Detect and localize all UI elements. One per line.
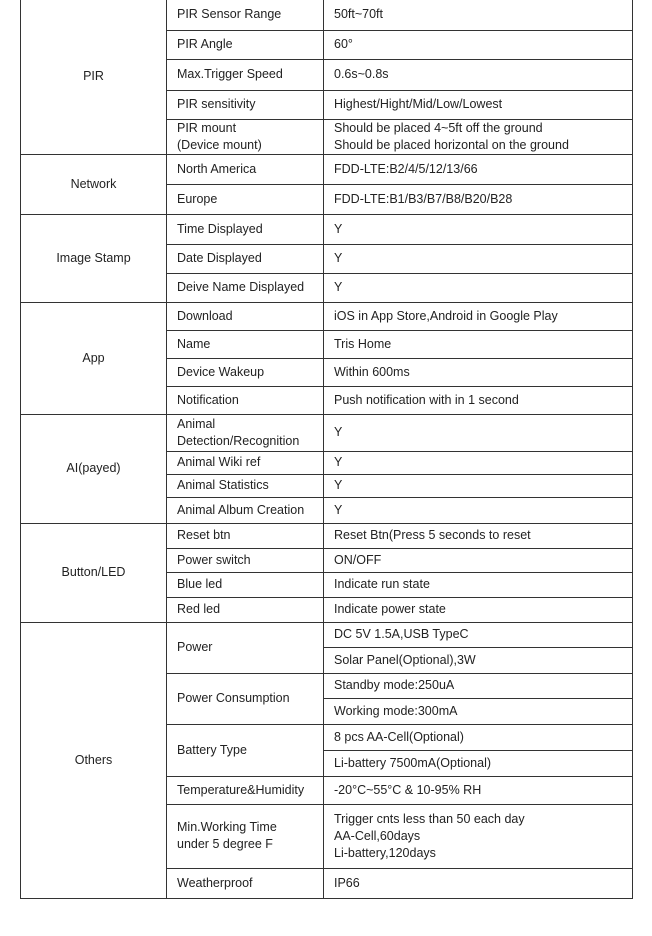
cell-line: Y	[334, 280, 343, 294]
spec-name-cell	[167, 622, 324, 673]
cell-line: 60°	[334, 37, 353, 51]
spec-name-cell	[167, 214, 324, 244]
table-row	[21, 0, 633, 30]
spec-value-cell	[324, 497, 633, 523]
cell-line: Y	[334, 425, 343, 439]
spec-value-cell	[324, 597, 633, 622]
spec-value-cell	[324, 244, 633, 273]
table-row	[21, 302, 633, 330]
table-row	[21, 214, 633, 244]
spec-value-cell	[324, 572, 633, 597]
cell-line: Animal	[177, 416, 216, 431]
category-cell: AI(payed)	[21, 414, 167, 523]
spec-value-cell	[324, 59, 633, 90]
spec-value-cell	[324, 724, 633, 750]
cell-line: PIR mount	[177, 120, 237, 135]
cell-line: Within 600ms	[334, 364, 410, 379]
cell-line: Europe	[177, 191, 218, 206]
spec-name-cell	[167, 451, 324, 474]
cell-line: Deive Name Displayed	[177, 280, 305, 294]
category-cell: Button/LED	[21, 523, 167, 622]
spec-value-cell	[324, 90, 633, 119]
cell-line: Power	[177, 640, 213, 654]
spec-name-cell	[167, 302, 324, 330]
cell-line: FDD-LTE:B1/B3/B7/B8/B20/B28	[334, 191, 513, 206]
cell-line: Y	[334, 502, 343, 517]
cell-line: (Device mount)	[177, 137, 262, 152]
cell-line: Notification	[177, 392, 239, 407]
spec-name-cell	[167, 330, 324, 358]
cell-line: Should be placed 4~5ft off the ground	[334, 120, 543, 135]
cell-line: Weatherproof	[177, 875, 253, 890]
cell-line: Y	[334, 478, 343, 492]
spec-name-cell	[167, 497, 324, 523]
cell-line: Battery Type	[177, 742, 247, 757]
cell-line: Push notification with in 1 second	[334, 392, 519, 407]
spec-value-cell	[324, 414, 633, 451]
table-row	[21, 622, 633, 647]
spec-name-cell	[167, 804, 324, 868]
cell-line: IP66	[334, 875, 360, 890]
spec-name-cell	[167, 59, 324, 90]
spec-value-cell	[324, 474, 633, 497]
cell-line: DC 5V 1.5A,USB TypeC	[334, 627, 469, 641]
category-cell: Image Stamp	[21, 214, 167, 302]
spec-name-cell	[167, 414, 324, 451]
spec-value-cell	[324, 451, 633, 474]
cell-line: Device Wakeup	[177, 364, 265, 379]
spec-name-cell	[167, 90, 324, 119]
cell-line: Temperature&Humidity	[177, 782, 305, 797]
cell-line: Animal Wiki ref	[177, 455, 261, 469]
cell-line: Indicate power state	[334, 602, 446, 616]
spec-name-cell	[167, 474, 324, 497]
cell-line: AA-Cell,60days	[334, 828, 421, 843]
spec-value-cell	[324, 273, 633, 302]
category-cell: Network	[21, 154, 167, 214]
spec-value-cell	[324, 698, 633, 724]
spec-value-cell	[324, 868, 633, 898]
spec-name-cell	[167, 30, 324, 59]
spec-name-cell	[167, 868, 324, 898]
spec-value-cell	[324, 184, 633, 214]
spec-name-cell	[167, 523, 324, 548]
cell-line: 8 pcs AA-Cell(Optional)	[334, 729, 464, 744]
spec-value-cell	[324, 302, 633, 330]
cell-line: 50ft~70ft	[334, 7, 383, 22]
spec-value-cell	[324, 119, 633, 154]
cell-line: Y	[334, 251, 343, 265]
cell-line: Animal Statistics	[177, 478, 269, 492]
table-row	[21, 523, 633, 548]
spec-value-cell	[324, 776, 633, 804]
cell-line: -20°C~55°C & 10-95% RH	[334, 782, 482, 797]
cell-line: Y	[334, 455, 343, 469]
spec-name-cell	[167, 358, 324, 386]
spec-value-cell	[324, 647, 633, 673]
cell-line: Date Displayed	[177, 251, 262, 265]
cell-line: Name	[177, 336, 211, 351]
cell-line: Power switch	[177, 552, 251, 567]
cell-line: Indicate run state	[334, 577, 430, 591]
spec-name-cell	[167, 273, 324, 302]
cell-line: Power Consumption	[177, 691, 290, 705]
cell-line: 0.6s~0.8s	[334, 67, 389, 81]
spec-name-cell	[167, 597, 324, 622]
category-cell: App	[21, 302, 167, 414]
cell-line: Should be placed horizontal on the ground	[334, 137, 569, 152]
cell-line: North America	[177, 161, 257, 176]
spec-name-cell	[167, 154, 324, 184]
category-cell: Others	[21, 622, 167, 898]
spec-name-cell	[167, 776, 324, 804]
spec-name-cell	[167, 572, 324, 597]
spec-name-cell	[167, 0, 324, 30]
cell-line: Li-battery 7500mA(Optional)	[334, 755, 492, 770]
spec-name-cell	[167, 724, 324, 776]
cell-line: FDD-LTE:B2/4/5/12/13/66	[334, 161, 478, 176]
cell-line: Reset Btn(Press 5 seconds to reset	[334, 528, 531, 542]
spec-value-cell	[324, 673, 633, 698]
spec-value-cell	[324, 214, 633, 244]
cell-line: Time Displayed	[177, 221, 263, 236]
spec-value-cell	[324, 358, 633, 386]
table-row	[21, 154, 633, 184]
spec-name-cell	[167, 673, 324, 724]
cell-line: Red led	[177, 602, 221, 616]
cell-line: Blue led	[177, 577, 223, 591]
spec-value-cell	[324, 622, 633, 647]
spec-value-cell	[324, 750, 633, 776]
spec-value-cell	[324, 548, 633, 572]
spec-value-cell	[324, 0, 633, 30]
spec-name-cell	[167, 184, 324, 214]
spec-name-cell	[167, 244, 324, 273]
spec-value-cell	[324, 30, 633, 59]
cell-line: Highest/Hight/Mid/Low/Lowest	[334, 97, 503, 111]
cell-line: Detection/Recognition	[177, 433, 300, 448]
cell-line: Max.Trigger Speed	[177, 67, 283, 81]
spec-name-cell	[167, 119, 324, 154]
cell-line: Tris Home	[334, 336, 392, 351]
spec-value-cell	[324, 523, 633, 548]
cell-line: Animal Album Creation	[177, 502, 305, 517]
table-row	[21, 414, 633, 451]
spec-name-cell	[167, 386, 324, 414]
cell-line: PIR sensitivity	[177, 97, 256, 111]
cell-line: Solar Panel(Optional),3W	[334, 652, 476, 667]
cell-line: iOS in App Store,Android in Google Play	[334, 308, 558, 323]
cell-line: Trigger cnts less than 50 each day	[334, 811, 525, 826]
spec-value-cell	[324, 804, 633, 868]
cell-line: Standby mode:250uA	[334, 678, 455, 692]
cell-line: Working mode:300mA	[334, 703, 458, 718]
cell-line: under 5 degree F	[177, 837, 273, 851]
spec-value-cell	[324, 330, 633, 358]
cell-line: PIR Sensor Range	[177, 7, 282, 22]
category-cell: PIR	[21, 0, 167, 154]
spec-value-cell	[324, 154, 633, 184]
spec-value-cell	[324, 386, 633, 414]
spec-name-cell	[167, 548, 324, 572]
cell-line: Li-battery,120days	[334, 845, 436, 860]
spec-table	[20, 0, 633, 899]
cell-line: Reset btn	[177, 528, 231, 542]
cell-line: PIR Angle	[177, 37, 233, 51]
cell-line: Min.Working Time	[177, 820, 277, 834]
cell-line: Y	[334, 221, 343, 236]
cell-line: Download	[177, 308, 233, 323]
cell-line: ON/OFF	[334, 552, 382, 567]
